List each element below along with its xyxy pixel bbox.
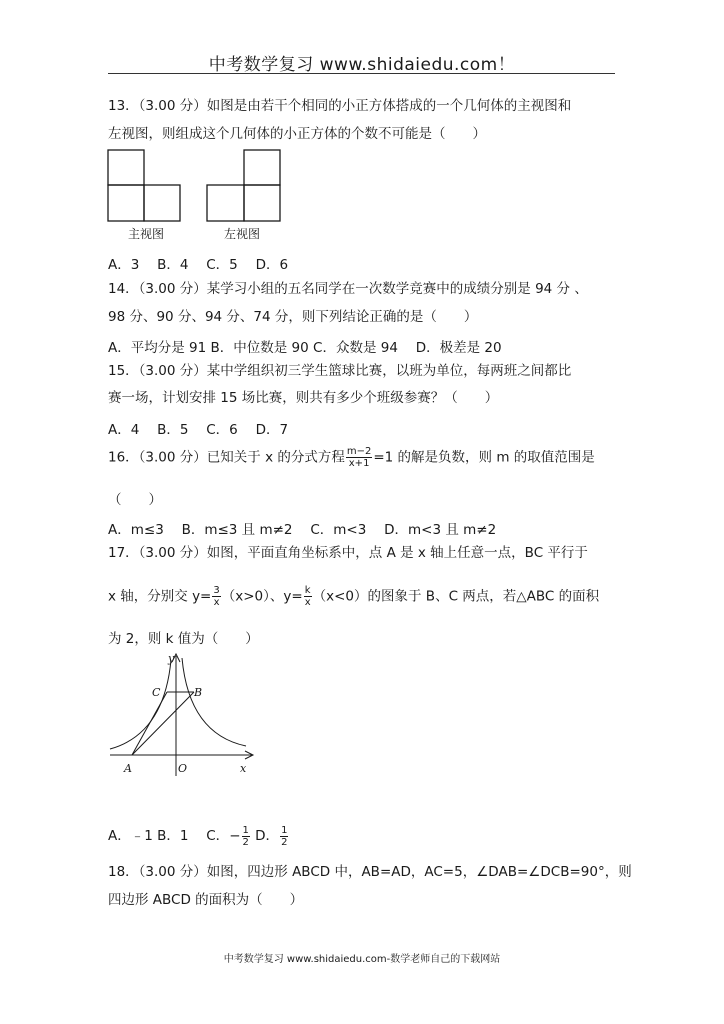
q13-line2: 左视图，则组成这个几何体的小正方体的个数不可能是（ ）	[108, 126, 486, 142]
front-view-label: 主视图	[128, 227, 165, 241]
q14-options: A．平均分是 91 B．中位数是 90 C．众数是 94 D．极差是 20	[108, 340, 502, 356]
header-divider	[108, 73, 615, 74]
left-view-label: 左视图	[224, 227, 261, 241]
q17-option-d: D．	[250, 828, 280, 844]
q15-line1: 15．（3.00 分）某中学组织初三学生篮球比赛，以班为单位，每两班之间都比	[108, 363, 572, 379]
q18-line1: 18．（3.00 分）如图，四边形 ABCD 中，AB=AD，AC=5，∠DAB=∠DCB=90°，则	[108, 864, 632, 880]
q14-line2: 98 分、90 分、94 分、74 分，则下列结论正确的是（ ）	[108, 309, 478, 325]
q17-fd-num: 1	[281, 824, 288, 836]
curve-negative-branch	[110, 660, 171, 749]
q17-option-d-fraction	[280, 825, 288, 848]
q17-line3: 为 2，则 k 值为（ ）	[108, 631, 259, 647]
q17-fraction-1	[212, 585, 220, 608]
q17-fc-den: 2	[242, 836, 249, 848]
q16-text-pre: 16．（3.00 分）已知关于 x 的分式方程	[108, 449, 345, 466]
q17-option-ab: A．﹣1 B．1 C．	[108, 828, 230, 844]
q17-option-c-sign: −	[229, 828, 241, 844]
segment-ab	[132, 692, 194, 755]
q17-options	[108, 824, 289, 848]
q17-option-c-fraction	[242, 825, 250, 848]
page-header: 中考数学复习 www.shidaiedu.com！	[208, 55, 516, 75]
label-b: B	[194, 686, 203, 699]
label-y: y	[168, 652, 175, 665]
q17-f1-den: x	[213, 597, 220, 608]
q18-line2: 四边形 ABCD 的面积为（ ）	[108, 892, 304, 908]
q17-text-a: x 轴，分别交 y=	[108, 588, 212, 605]
q13-figure	[104, 146, 294, 246]
q17-fd-den: 2	[281, 836, 288, 848]
q16-line2: （ ）	[108, 492, 162, 508]
q17-fraction-2	[304, 585, 312, 608]
q16-options: A．m≤3 B．m≤3 且 m≠2 C．m<3 D．m<3 且 m≠2	[108, 522, 497, 538]
q16-text-post: =1 的解是负数，则 m 的取值范围是	[373, 449, 595, 466]
segment-ac	[132, 692, 167, 755]
q14-line1: 14．（3.00 分）某学习小组的五名同学在一次数学竞赛中的成绩分别是 94 分 、	[108, 281, 588, 297]
page-footer: 中考数学复习 www.shidaiedu.com-数学老师自己的下载网站	[223, 954, 501, 965]
q13-options: A．3 B．4 C．5 D．6	[108, 257, 289, 273]
label-c: C	[152, 686, 161, 699]
q17-text-c: （x<0）的图象于 B、C 两点，若△ABC 的面积	[312, 588, 600, 605]
left-view-diagram	[207, 150, 280, 221]
label-x: x	[240, 762, 247, 775]
front-view-diagram	[108, 150, 180, 221]
curve-positive-branch	[182, 658, 246, 746]
q15-options: A．4 B．5 C．6 D．7	[108, 422, 289, 438]
q17-f2-den: x	[304, 597, 311, 608]
q17-text-b: （x>0）、y=	[221, 588, 303, 605]
q17-line1: 17．（3.00 分）如图，平面直角坐标系中，点 A 是 x 轴上任意一点，BC 平行于	[108, 545, 588, 561]
label-a: A	[124, 762, 132, 775]
q17-f2-num: k	[304, 585, 311, 596]
q13-line1: 13．（3.00 分）如图是由若干个相同的小正方体搭成的一个几何体的主视图和	[108, 98, 572, 114]
q17-graph	[104, 648, 264, 780]
q17-line2	[108, 585, 599, 608]
q16-fraction	[346, 446, 372, 469]
q16-frac-num: m−2	[346, 446, 372, 457]
q17-f1-num: 3	[213, 585, 220, 596]
q15-line2: 赛一场，计划安排 15 场比赛，则共有多少个班级参赛？（ ）	[108, 390, 499, 406]
q16-frac-den: x+1	[348, 458, 370, 469]
q16-line1	[108, 446, 595, 469]
q17-fc-num: 1	[242, 824, 249, 836]
label-o: O	[178, 762, 188, 775]
